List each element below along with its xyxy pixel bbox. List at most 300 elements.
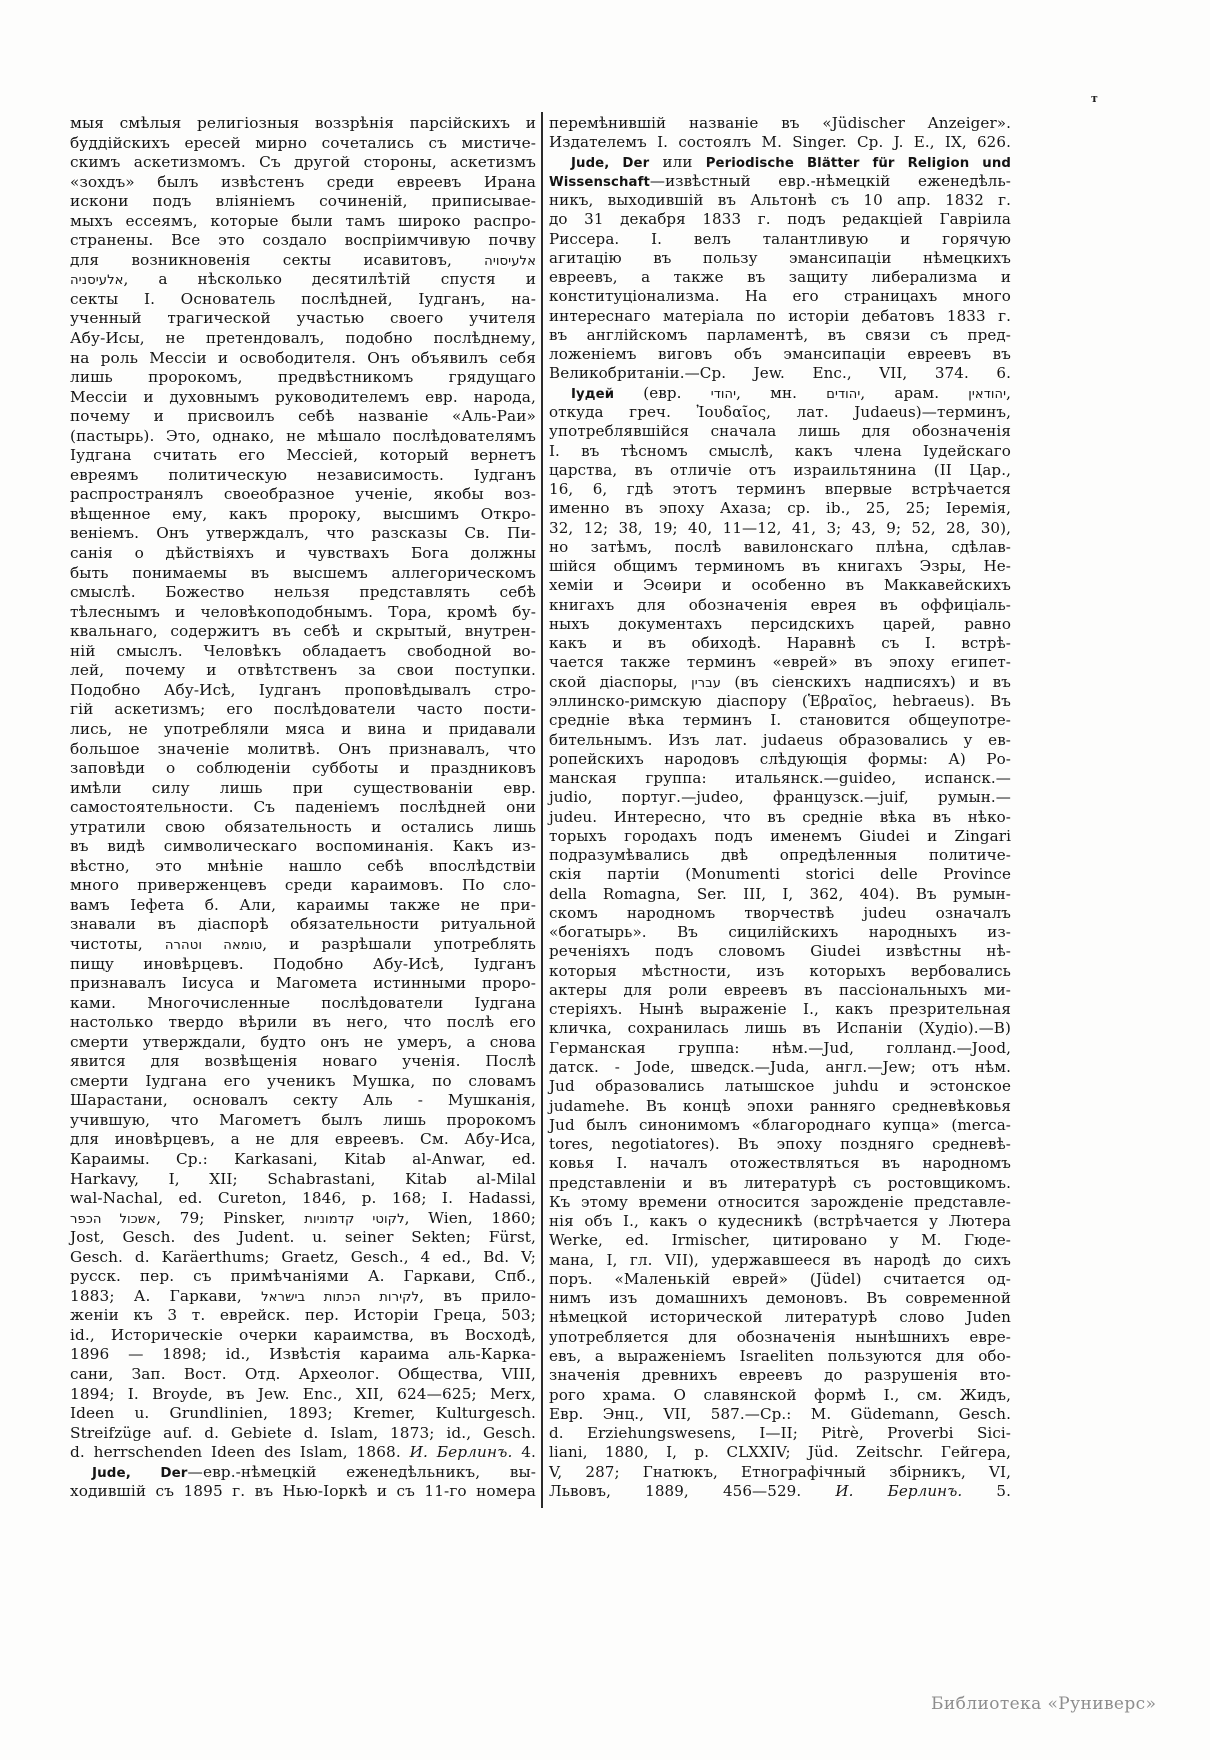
text-line (549, 1212, 1011, 1231)
bold-headword: Wissenschaft (549, 174, 650, 190)
text-line (70, 1248, 536, 1268)
hebrew-term: לקירות הכתות בישראל (261, 1289, 420, 1305)
text-run: І. въ тѣсномъ смыслѣ, какъ члена Іудейскаго (549, 441, 1011, 460)
text-line (70, 309, 536, 329)
text-run: нимъ изъ домашнихъ демоновъ. Въ современной (549, 1289, 1011, 1308)
text-line (70, 173, 536, 193)
text-line (70, 1170, 536, 1190)
text-run: тѣлеснымъ и человѣкоподобнымъ. Тора, кромѣ бу- (70, 602, 536, 621)
text-line (549, 1174, 1011, 1193)
text-run: женіи къ 3 т. еврейск. пер. Исторіи Греца, 503; (70, 1306, 536, 1325)
text-line (70, 1345, 536, 1365)
author-signature: И. Берлинъ. (835, 1481, 963, 1500)
text-run: Harkavy, I, XII; Schabrastani, Kitab al-Milal (70, 1169, 536, 1188)
text-run: какъ и въ обиходѣ. Наравнѣ съ І. встрѣ- (549, 634, 1011, 653)
text-run: мыя смѣлыя религіозныя воззрѣнія парсійскихъ и (70, 114, 536, 132)
text-run: Подобно Абу-Исѣ, Іудганъ проповѣдывалъ стро- (70, 680, 536, 699)
text-run: признавалъ Іисуса и Магомета истинными проро- (70, 974, 536, 993)
text-line (70, 896, 536, 916)
text-line (70, 231, 536, 251)
text-line (70, 1267, 536, 1287)
text-run: (пастырь). Это, однако, не мѣшало послѣдователямъ (70, 426, 536, 445)
text-run: tores, negotiatores). Въ эпоху поздняго средневѣ- (549, 1135, 1011, 1154)
text-line (70, 388, 536, 408)
text-run: Львовъ, 1889, 456—529. (549, 1481, 836, 1500)
text-run: шійся общимъ терминомъ въ книгахъ Эзры, Не- (549, 557, 1011, 576)
left-column (70, 114, 536, 1502)
text-run: ныхъ документахъ персидскихъ царей, равно (549, 614, 1011, 633)
text-line (70, 1033, 536, 1053)
text-line (70, 1150, 536, 1170)
text-run: ходившій съ 1895 г. въ Нью-Іоркѣ и съ 11-го номера (70, 1482, 536, 1501)
text-run: Издателемъ І. состоялъ M. Singer. Ср. J. E., IX, 626. (549, 133, 1011, 152)
text-line (549, 210, 1011, 229)
text-run: id., Историческіе очерки караимства, въ Восходѣ, (70, 1325, 536, 1344)
text-line (549, 364, 1011, 383)
text-run: ковья І. началъ отожествляться въ народномъ (549, 1154, 1011, 1173)
text-line (549, 865, 1011, 884)
text-line (70, 1072, 536, 1092)
author-signature: И. Берлинъ. (409, 1443, 513, 1462)
text-run: «богатырь». Въ сицилійскихъ народныхъ из- (549, 923, 1011, 942)
text-run: или (649, 152, 706, 171)
text-line (549, 557, 1011, 576)
text-run: Gesch. d. Karäerthums; Graetz, Gesch., 4 ed., Bd. V; (70, 1247, 536, 1266)
text-run: самостоятельности. Съ паденіемъ послѣдней они (70, 798, 536, 817)
text-line (70, 740, 536, 760)
text-run: вѣстно, это мнѣніе нашло себѣ впослѣдствіи (70, 856, 536, 875)
text-line (70, 935, 536, 955)
text-line (70, 661, 536, 681)
hebrew-term: אשכול הכפר (70, 1211, 157, 1227)
text-line (70, 622, 536, 642)
text-run: скомъ народномъ творчествѣ judeu означалъ (549, 903, 1011, 922)
text-run: 32, 12; 38, 19; 40, 11—12, 41, 3; 43, 9; 52, 28, 30), (549, 518, 1011, 537)
text-line (549, 673, 1011, 692)
text-run: но затѣмъ, послѣ вавилонскаго плѣна, сдѣлав- (549, 537, 1011, 556)
text-run: пищу иновѣрцевъ. Подобно Абу-Исѣ, Іудганъ (70, 954, 536, 973)
text-run: della Romagna, Ser. III, I, 362, 404). Въ румын- (549, 884, 1011, 903)
text-run: много приверженцевъ среди караимовъ. По сло- (70, 876, 536, 895)
text-run: заповѣди о соблюденіи субботы и праздниковъ (70, 759, 536, 778)
text-line (70, 1013, 536, 1033)
text-line (70, 876, 536, 896)
text-run: датск. - Jode, шведск.—Juda, англ.—Jew; отъ нѣм. (549, 1058, 1011, 1077)
text-line (549, 1347, 1011, 1366)
text-line (549, 653, 1011, 672)
text-line (70, 1111, 536, 1131)
text-run: (въ сіенскихъ надписяхъ) и въ (721, 672, 1011, 691)
text-line (549, 1289, 1011, 1308)
text-line (70, 270, 536, 290)
text-line (549, 1077, 1011, 1096)
text-line (549, 885, 1011, 904)
text-run: ній смыслъ. Человѣкъ обладаетъ свободной во- (70, 641, 536, 660)
text-line (70, 720, 536, 740)
text-line (549, 846, 1011, 865)
text-run: явится для возвѣщенія новаго ученія. Послѣ (70, 1052, 536, 1071)
text-line (70, 818, 536, 838)
text-line (70, 1365, 536, 1385)
text-run: эллинско-римскую діаспору (Ἑβραῖος, hebraeus). Въ (549, 691, 1011, 710)
text-run: Jud образовались латышское juhdu и эстонское (549, 1077, 1011, 1096)
text-run: Jud былъ синонимомъ «благороднаго купца» (merca- (549, 1115, 1011, 1134)
text-run: быть понимаемы въ высшемъ аллегорическомъ (70, 563, 536, 582)
text-line (70, 290, 536, 310)
text-line (549, 287, 1011, 306)
text-run: квальнаго, содержитъ въ себѣ и скрытый, внутрен- (70, 622, 536, 641)
text-line (70, 779, 536, 799)
text-run: Караимы. Ср.: Karkasani, Kitab al-Anwar, ed. (70, 1149, 536, 1168)
text-run: , мн. (736, 383, 827, 402)
text-run: вамъ Іефета б. Али, караимы также не при- (70, 895, 536, 914)
text-run: на роль Мессіи и освободителя. Онъ объявилъ себя (70, 348, 536, 367)
text-run: Werke, ed. Irmischer, цитировано у М. Гюде- (549, 1231, 1011, 1250)
text-line (549, 962, 1011, 981)
page-corner-mark: т (1091, 92, 1098, 105)
text-run: реченіяхъ подъ словомъ Giudei извѣстны нѣ- (549, 942, 1011, 961)
hebrew-term: אלעיסניה (70, 273, 124, 289)
text-run: V, 287; Гнатюкъ, Етнографічный збірникъ, VI, (549, 1462, 1011, 1481)
text-run: d. Erziehungswesens, I—II; Pitrè, Proverbi Sici- (549, 1424, 1011, 1443)
text-line (549, 1366, 1011, 1385)
text-line (549, 1058, 1011, 1077)
text-line (70, 485, 536, 505)
text-run: секты І. Основатель послѣдней, Іудганъ, на- (70, 289, 536, 308)
text-line (70, 544, 536, 564)
hebrew-term: לקוטי קדמוניות (304, 1211, 405, 1227)
hebrew-term: אלעיסויה (484, 253, 536, 269)
text-run: 16, 6, гдѣ этотъ терминъ впервые встрѣчается (549, 480, 1011, 499)
text-run: wal-Nachal, ed. Cureton, 1846, p. 168; I. Hadassi, (70, 1189, 536, 1208)
text-run: ложеніемъ виговъ объ эмансипаціи евреевъ въ (549, 345, 1011, 364)
text-run: книгахъ для обозначенія еврея въ оффиціаль- (549, 595, 1011, 614)
text-line (549, 307, 1011, 326)
text-run: въ англійскомъ парламентѣ, въ связи съ пред- (549, 325, 1011, 344)
text-line (549, 576, 1011, 595)
text-line (549, 731, 1011, 750)
text-line (549, 904, 1011, 923)
text-run: утратили свою обязательность и остались лишь (70, 817, 536, 836)
text-line (70, 915, 536, 935)
text-run: евъ, а выраженіемъ Israeliten пользуются для обо- (549, 1347, 1011, 1365)
text-line (549, 230, 1011, 249)
text-run: , а нѣсколько десятилѣтій спустя и (123, 270, 536, 289)
text-run: Мессіи и духовнымъ руководителемъ евр. народа, (70, 387, 536, 406)
text-run: агитацію въ пользу эмансипаціи нѣмецкихъ (549, 248, 1011, 267)
text-run: кличка, сохранилась лишь въ Испаніи (Худіо).—В) (549, 1019, 1011, 1038)
text-line (70, 564, 536, 584)
text-line (70, 524, 536, 544)
text-line (549, 1154, 1011, 1173)
text-line (70, 1209, 536, 1229)
text-run: перемѣнившій названіе въ «Jüdischer Anzeiger». (549, 114, 1011, 132)
text-line (70, 251, 536, 271)
text-run: Jost, Gesch. des Judent. u. seiner Sekten; Fürst, (70, 1228, 536, 1247)
text-line (70, 681, 536, 701)
hebrew-term: יהודאין (968, 386, 1007, 402)
text-run: 1894; I. Broyde, въ Jew. Enc., XII, 624—625; Merx, (70, 1384, 536, 1403)
text-run: сани, Зап. Вост. Отд. Археолог. Общества, VIII, (70, 1365, 536, 1383)
hebrew-term: טומאה וטהרה (164, 937, 263, 953)
text-line (70, 1287, 536, 1307)
text-run: ученный трагической участью своего учителя (70, 309, 536, 328)
text-run: распространялъ своеобразное ученіе, якобы воз- (70, 485, 536, 504)
text-run: Шарастани, основалъ секту Аль - Мушканія, (70, 1091, 536, 1110)
text-run: лись, не употребляли мяса и вина и придавали (70, 719, 536, 738)
text-line (549, 326, 1011, 345)
text-line (549, 1386, 1011, 1405)
text-line (70, 466, 536, 486)
text-line (549, 153, 1011, 172)
text-line (549, 499, 1011, 518)
text-line (70, 994, 536, 1014)
text-line (70, 505, 536, 525)
text-line (549, 345, 1011, 364)
text-line (549, 1116, 1011, 1135)
text-line (549, 1443, 1011, 1462)
text-run: конституціонализма. На его страницахъ много (549, 287, 1011, 306)
text-run: liani, 1880, I, p. CLXXIV; Jüd. Zeitschr. Гейгера, (549, 1443, 1011, 1462)
text-run: скимъ аскетизмомъ. Съ другой стороны, аскетизмъ (70, 153, 536, 172)
text-run: актеры для роли евреевъ въ пассіональныхъ ми- (549, 980, 1011, 999)
text-line (70, 1189, 536, 1209)
text-run: скія партіи (Monumenti storici delle Province (549, 865, 1011, 884)
text-run: , и разрѣшали употреблять (262, 934, 536, 953)
text-run: интереснаго матеріала по исторіи дебатовъ 1833 г. (549, 306, 1011, 325)
text-line (70, 427, 536, 447)
text-run: judio, португ.—judeo, французск.—juif, румын.— (549, 788, 1011, 807)
hebrew-term: עברין (691, 675, 722, 691)
text-run: , 79; Pinsker, (156, 1208, 305, 1227)
text-line (70, 857, 536, 877)
text-line (70, 1482, 536, 1502)
text-line (549, 1039, 1011, 1058)
hebrew-term: יהודי (710, 386, 737, 402)
text-run: евреямъ политическую независимость. Іудганъ (70, 465, 536, 484)
text-line (549, 615, 1011, 634)
text-run: бительнымъ. Изъ лат. judaeus образовались у ев- (549, 730, 1011, 749)
text-run: 1883; А. Гаркави, (70, 1286, 262, 1305)
text-run: русск. пер. съ примѣчаніями А. Гаркави, Спб., (70, 1267, 536, 1286)
text-line (549, 1135, 1011, 1154)
text-line (70, 153, 536, 173)
text-line (549, 750, 1011, 769)
text-run: знавали въ діаспорѣ обязательности ритуальной (70, 915, 536, 934)
text-run: искони подъ вліяніемъ сочиненій, приписывае- (70, 192, 536, 211)
text-line (549, 172, 1011, 191)
text-run: Ideen u. Grundlinien, 1893; Kremer, Kulturgesch. (70, 1404, 536, 1423)
text-run: ками. Многочисленные послѣдователи Іудгана (70, 993, 536, 1012)
text-line (70, 1385, 536, 1405)
text-run: чистоты, (70, 934, 165, 953)
text-line (549, 692, 1011, 711)
text-line (70, 798, 536, 818)
text-run: Іудгана считать его Мессіей, который вернетъ (70, 446, 536, 465)
text-line (549, 808, 1011, 827)
text-run: значенія древнихъ евреевъ до разрушенія вто- (549, 1366, 1011, 1385)
text-run: странены. Все это создало воспріимчивую почву (70, 231, 536, 250)
text-run: торыхъ городахъ подъ именемъ Giudei и Zingari (549, 826, 1011, 845)
text-run: для возникновенія секты исавитовъ, (70, 250, 485, 269)
text-run: , арам. (860, 383, 969, 402)
text-run: Къ этому времени относится зарожденіе представле- (549, 1192, 1011, 1211)
text-run: лей, почему и отвѣтственъ за свои поступки. (70, 661, 536, 680)
text-run: евреевъ, а также въ защиту либерализма и (549, 268, 1011, 287)
text-line (549, 384, 1011, 403)
text-run: гій аскетизмъ; его послѣдователи часто пости- (70, 700, 536, 719)
text-line (70, 974, 536, 994)
text-run: смыслѣ. Божество нельзя представлять себѣ (70, 583, 536, 602)
text-run: Великобританіи.—Ср. Jew. Enc., VII, 374. 6. (549, 364, 1011, 383)
text-line (70, 1443, 536, 1463)
text-line (549, 1231, 1011, 1250)
text-run: до 31 декабря 1833 г. подъ редакціей Гавріила (549, 210, 1011, 229)
text-line (70, 1228, 536, 1248)
text-line (549, 1251, 1011, 1270)
text-line (549, 827, 1011, 846)
text-line (70, 603, 536, 623)
text-line (549, 1000, 1011, 1019)
text-run: 5. (962, 1481, 1011, 1500)
text-run: настолько твердо вѣрили въ него, что послѣ его (70, 1013, 536, 1032)
text-run: смерти Іудгана его ученикъ Мушка, по словамъ (70, 1071, 536, 1090)
text-run: ропейскихъ народовъ слѣдующія формы: А) Ро- (549, 749, 1011, 768)
text-line (70, 212, 536, 232)
text-run: стеріяхъ. Нынѣ выраженіе І., какъ презрительная (549, 1000, 1011, 1019)
text-line (549, 1019, 1011, 1038)
text-run: манская группа: итальянск.—guideo, испанск.— (549, 769, 1011, 788)
text-line (70, 329, 536, 349)
text-line (549, 981, 1011, 1000)
text-run: представленіи и въ литературѣ съ ростовщикомъ. (549, 1173, 1011, 1192)
text-line (70, 642, 536, 662)
text-run: ской діаспоры, (549, 672, 692, 691)
text-line (549, 442, 1011, 461)
text-line (549, 1308, 1011, 1327)
text-line (549, 249, 1011, 268)
text-run: именно въ эпоху Ахаза; ср. ib., 25, 25; Іеремія, (549, 499, 1011, 518)
text-line (70, 114, 536, 134)
text-run: средніе вѣка терминъ І. становится общеупотре- (549, 711, 1011, 730)
text-line (549, 942, 1011, 961)
text-line (70, 1404, 536, 1424)
bold-headword: Іудей (571, 386, 615, 402)
text-line (549, 596, 1011, 615)
text-run: , въ прило- (419, 1286, 537, 1305)
text-run: чается также терминъ «еврей» въ эпоху египет- (549, 653, 1011, 672)
text-run: нѣмецкой исторической литературѣ слово Juden (549, 1308, 1011, 1327)
text-run: буддійскихъ ересей мирно сочетались съ мистиче- (70, 133, 536, 152)
text-line (70, 1424, 536, 1444)
text-run: нія объ І., какъ о кудесникѣ (встрѣчается у Лютера (549, 1212, 1011, 1231)
text-run: Абу-Исы, не претендовалъ, подобно послѣднему, (70, 329, 536, 348)
text-line (70, 368, 536, 388)
text-line (549, 538, 1011, 557)
text-line (549, 1193, 1011, 1212)
text-run: употребляется для обозначенія нынѣшнихъ евре- (549, 1327, 1011, 1346)
text-line (70, 349, 536, 369)
text-run: которыя мѣстности, изъ которыхъ вербовались (549, 961, 1011, 980)
text-line (549, 1405, 1011, 1424)
text-line (549, 634, 1011, 653)
text-line (70, 407, 536, 427)
text-run: Streifzüge auf. d. Gebiete d. Islam, 1873; id., Gesch. (70, 1423, 536, 1442)
text-line (70, 134, 536, 154)
column-divider (541, 112, 543, 1508)
text-line (549, 191, 1011, 210)
text-run: поръ. «Маленькій еврей» (Jüdel) считается од- (549, 1269, 1011, 1288)
text-run: употреблявшійся сначала лишь для обозначенія (549, 422, 1011, 441)
text-run: , (1006, 383, 1011, 402)
text-line (70, 1326, 536, 1346)
text-line (549, 1097, 1011, 1116)
text-line (549, 403, 1011, 422)
text-run: лишь пророкомъ, предвѣстникомъ грядущаго (70, 368, 536, 387)
text-run: мыхъ ессеямъ, которые были тамъ широко распро- (70, 211, 536, 230)
text-line (70, 1130, 536, 1150)
text-line (70, 192, 536, 212)
text-line (70, 700, 536, 720)
text-run: 1896 — 1898; id., Извѣстія караима аль-Карка- (70, 1345, 536, 1364)
text-run: мана, І, гл. VII), удержавшееся въ народѣ до сихъ (549, 1250, 1011, 1269)
text-line (549, 1328, 1011, 1347)
text-line (549, 1482, 1011, 1501)
text-run: Евр. Энц., VII, 587.—Ср.: M. Güdemann, Gesch. (549, 1404, 1011, 1423)
text-run: большое значеніе молитвѣ. Онъ признавалъ, что (70, 739, 536, 758)
text-line (549, 480, 1011, 499)
text-line (549, 1463, 1011, 1482)
library-watermark: Библиотека «Руниверс» (931, 1694, 1157, 1714)
text-run: хеміи и Эсѳири и особенно въ Маккавейскихъ (549, 576, 1011, 595)
text-run: Риссера. І. велъ талантливую и горячую (549, 229, 1011, 248)
text-run: откуда греч. Ἰουδαῖος, лат. Judaeus)—терминъ, (549, 402, 1011, 421)
text-run: «зохдъ» былъ извѣстенъ среди евреевъ Ирана (70, 172, 536, 191)
text-run: рого храма. О славянской формѣ І., см. Жидъ, (549, 1385, 1011, 1404)
bold-headword: Periodische Blätter für Religion und (705, 155, 1011, 171)
text-line (70, 1091, 536, 1111)
text-run: въ видѣ символическаго воспоминанія. Какъ из- (70, 837, 536, 856)
text-line (549, 1270, 1011, 1289)
text-line (549, 461, 1011, 480)
text-run: никъ, выходившій въ Альтонѣ съ 10 апр. 1832 г. (549, 191, 1011, 210)
text-line (549, 788, 1011, 807)
bold-headword: Jude, Der (571, 155, 650, 171)
text-line (549, 519, 1011, 538)
text-line (70, 837, 536, 857)
text-line (549, 114, 1011, 133)
text-run: для иновѣрцевъ, а не для евреевъ. См. Абу-Иса, (70, 1130, 536, 1149)
text-run: —извѣстный евр.-нѣмецкій еженедѣль- (649, 171, 1011, 190)
text-line (549, 422, 1011, 441)
text-line (70, 1463, 536, 1483)
text-run: царства, въ отличіе отъ израильтянина (II Цар., (549, 460, 1011, 479)
text-run: подразумѣвались двѣ опредѣленныя политиче- (549, 846, 1011, 865)
bold-headword: Jude, Der (92, 1465, 188, 1481)
text-run: учившую, что Магометъ былъ лишь пророкомъ (70, 1110, 536, 1129)
text-line (549, 133, 1011, 152)
text-run: веніемъ. Онъ утверждалъ, что разсказы Св. Пи- (70, 524, 536, 543)
text-run: почему и присвоилъ себѣ названіе «Аль-Раи» (70, 407, 536, 426)
text-line (549, 923, 1011, 942)
text-line (70, 583, 536, 603)
text-run: (евр. (614, 383, 711, 402)
text-line (70, 1052, 536, 1072)
text-line (549, 711, 1011, 730)
text-run: judeu. Интересно, что въ средніе вѣка въ нѣко- (549, 807, 1011, 826)
text-line (70, 1306, 536, 1326)
text-run: —евр.-нѣмецкій еженедѣльникъ, вы- (187, 1462, 536, 1481)
